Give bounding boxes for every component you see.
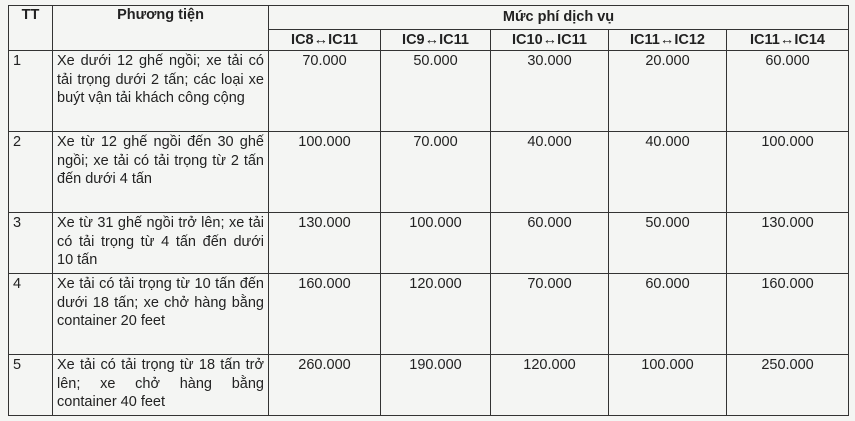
fee-cell: 100.000 — [381, 213, 491, 274]
fee-cell: 60.000 — [491, 213, 609, 274]
header-route: IC10↔IC11 — [491, 30, 609, 51]
fee-cell: 60.000 — [609, 274, 727, 355]
fee-cell: 100.000 — [609, 355, 727, 416]
fee-cell: 160.000 — [269, 274, 381, 355]
header-fee: Mức phí dịch vụ — [269, 6, 849, 30]
fee-cell: 100.000 — [269, 132, 381, 213]
fee-cell: 120.000 — [381, 274, 491, 355]
fee-cell: 100.000 — [727, 132, 849, 213]
fee-cell: 190.000 — [381, 355, 491, 416]
row-number: 5 — [9, 355, 53, 416]
fee-cell: 30.000 — [491, 51, 609, 132]
fee-cell: 60.000 — [727, 51, 849, 132]
table-row — [9, 355, 849, 416]
header-route: IC9↔IC11 — [381, 30, 491, 51]
table-row — [9, 213, 849, 274]
row-number: 3 — [9, 213, 53, 274]
header-tt: TT — [9, 6, 53, 51]
row-number: 4 — [9, 274, 53, 355]
fee-cell: 260.000 — [269, 355, 381, 416]
header-vehicle: Phương tiện — [53, 6, 269, 51]
table-row — [9, 274, 849, 355]
vehicle-description: Xe dưới 12 ghế ngồi; xe tải có tải trọng dưới 2 tấn; các loại xe buýt vận tải khách công cộng — [53, 51, 269, 132]
fee-table — [8, 5, 849, 416]
fee-cell: 120.000 — [491, 355, 609, 416]
fee-cell: 250.000 — [727, 355, 849, 416]
table-row — [9, 51, 849, 132]
vehicle-description: Xe tải có tải trọng từ 10 tấn đến dưới 18 tấn; xe chở hàng bằng container 20 feet — [53, 274, 269, 355]
fee-cell: 160.000 — [727, 274, 849, 355]
fee-cell: 70.000 — [491, 274, 609, 355]
header-route: IC8↔IC11 — [269, 30, 381, 51]
table-row — [9, 132, 849, 213]
fee-cell: 40.000 — [491, 132, 609, 213]
header-route: IC11↔IC12 — [609, 30, 727, 51]
header-route: IC11↔IC14 — [727, 30, 849, 51]
vehicle-description: Xe từ 31 ghế ngồi trở lên; xe tải có tải trọng từ 4 tấn đến dưới 10 tấn — [53, 213, 269, 274]
fee-cell: 70.000 — [269, 51, 381, 132]
fee-cell: 40.000 — [609, 132, 727, 213]
fee-cell: 50.000 — [609, 213, 727, 274]
row-number: 2 — [9, 132, 53, 213]
fee-cell: 130.000 — [269, 213, 381, 274]
row-number: 1 — [9, 51, 53, 132]
fee-cell: 50.000 — [381, 51, 491, 132]
fee-cell: 130.000 — [727, 213, 849, 274]
vehicle-description: Xe tải có tải trọng từ 18 tấn trở lên; xe chở hàng bằng container 40 feet — [53, 355, 269, 416]
fee-cell: 20.000 — [609, 51, 727, 132]
vehicle-description: Xe từ 12 ghế ngồi đến 30 ghế ngồi; xe tải có tải trọng từ 2 tấn đến dưới 4 tấn — [53, 132, 269, 213]
fee-cell: 70.000 — [381, 132, 491, 213]
